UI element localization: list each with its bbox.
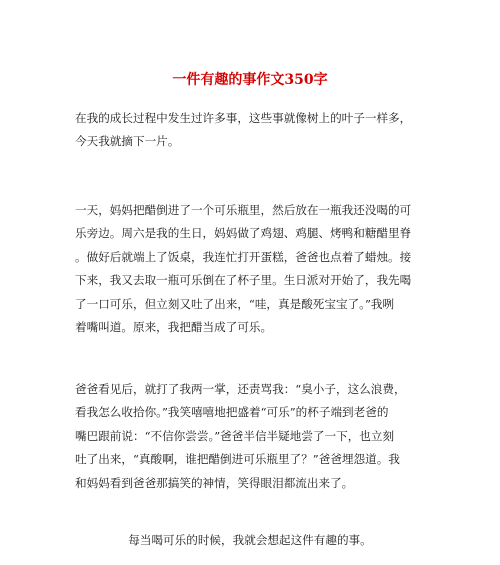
paragraph-story	[75, 199, 411, 339]
text-line: 在我的成长过程中发生过许多事，这些事就像树上的叶子一样多，	[75, 111, 412, 125]
text-line: 和妈妈看到爸爸那搞笑的神情，笑得眼泪都流出来了。	[75, 475, 354, 490]
text-line: 爸爸看见后，就打了我两一掌，还责骂我：“臭小子，这么浪费，	[75, 382, 406, 396]
text-line: 嘴巴跟前说：“不信你尝尝。”爸爸半信半疑地尝了一下，也立刻	[75, 428, 395, 443]
text-line: 了一口可乐，但立刻又吐了出来，“哇，真是酸死宝宝了。”我咧	[75, 296, 395, 311]
text-line: 乐旁边。周六是我的生日，妈妈做了鸡翅、鸡腿、烤鸭和糖醋里脊	[75, 226, 412, 241]
text-line: 着嘴叫道。原来，我把醋当成了可乐。	[75, 320, 273, 335]
paragraph-conclusion: 每当喝可乐的时候，我就会想起这件有趣的事。	[128, 532, 372, 547]
document-title: 一件有趣的事作文350字	[172, 72, 328, 89]
text-line: 下来，我又去取一瓶可乐倒在了杯子里。生日派对开始了，我先喝	[75, 273, 412, 288]
text-line: 一天，妈妈把醋倒进了一个可乐瓶里，然后放在一瓶我还没喝的可	[75, 203, 412, 217]
text-line: 今天我就摘下一片。	[75, 134, 180, 149]
paragraph-intro	[75, 107, 411, 154]
text-line: 。做好后就端上了饭桌，我连忙打开蛋糕，爸爸也点着了蜡烛。接	[75, 249, 412, 264]
text-line: 吐了出来，“真酸啊，谁把醋倒进可乐瓶里了？”爸爸埋怨道。我	[75, 452, 400, 467]
text-line: 看我怎么收拾你。”我笑嘻嘻地把盛着“可乐”的杯子端到老爸的	[75, 405, 389, 420]
paragraph-reaction	[75, 378, 406, 495]
